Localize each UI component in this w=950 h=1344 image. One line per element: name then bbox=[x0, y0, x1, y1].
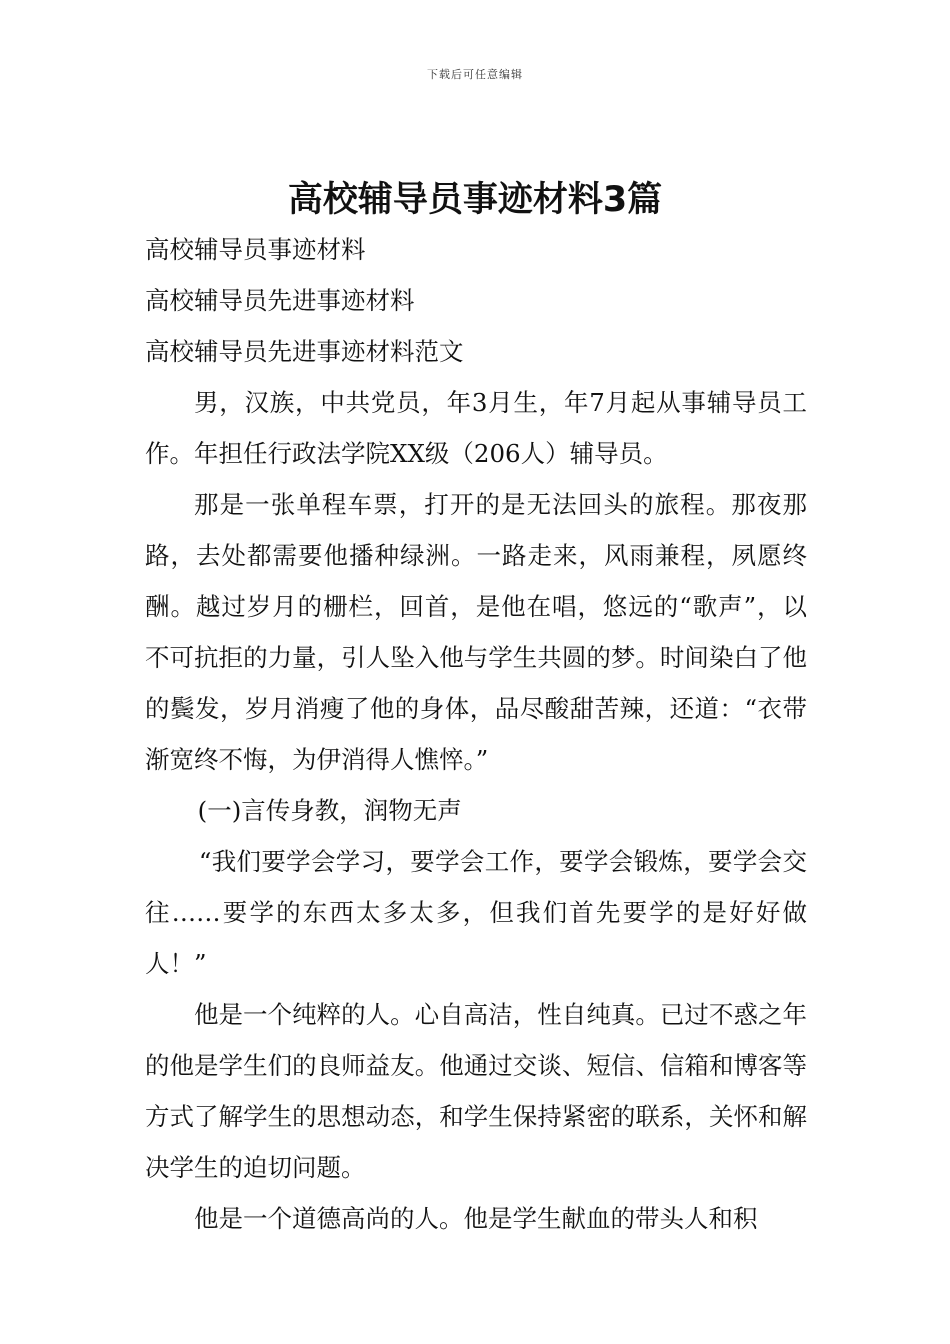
document-body bbox=[145, 224, 807, 1244]
paragraph-pure-person: 他是一个纯粹的人。心自高洁，性自纯真。已过不惑之年的他是学生们的良师益友。他通过交谈、短信、信箱和博客等方式了解学生的思想动态，和学生保持紧密的联系，关怀和解决学生的迫切问题。 bbox=[145, 1000, 807, 1182]
document-title: 高校辅导员事迹材料3篇 bbox=[287, 180, 663, 220]
paragraph-intro: 男，汉族，中共党员，年3月生，年7月起从事辅导员工作。年担任行政法学院XX级（206人）辅导员。 bbox=[145, 388, 807, 468]
paragraph-quote: “我们要学会学习，要学会工作，要学会锻炼，要学会交往……要学的东西太多太多，但我们首先要学的是好好做人！” bbox=[145, 847, 807, 978]
paragraph-journey: 那是一张单程车票，打开的是无法回头的旅程。那夜那路，去处都需要他播种绿洲。一路走来，风雨兼程，夙愿终酬。越过岁月的栅栏，回首，是他在唱，悠远的“歌声”，以不可抗拒的力量，引人坠入他与学生共圆的梦。时间染白了他的鬓发，岁月消瘦了他的身体，品尽酸甜苦辣，还道：“衣带渐宽终不悔，为伊消得人憔悴。” bbox=[145, 490, 807, 774]
section-heading-1: (一)言传身教，润物无声 bbox=[197, 796, 462, 825]
paragraph-moral-person: 他是一个道德高尚的人。他是学生献血的带头人和积 bbox=[194, 1204, 758, 1233]
header-note: 下载后可任意编辑 bbox=[427, 68, 523, 81]
toc-item-2: 高校辅导员先进事迹材料 bbox=[145, 286, 415, 315]
toc-item-3: 高校辅导员先进事迹材料范文 bbox=[145, 337, 464, 366]
toc-item-1: 高校辅导员事迹材料 bbox=[145, 235, 366, 264]
